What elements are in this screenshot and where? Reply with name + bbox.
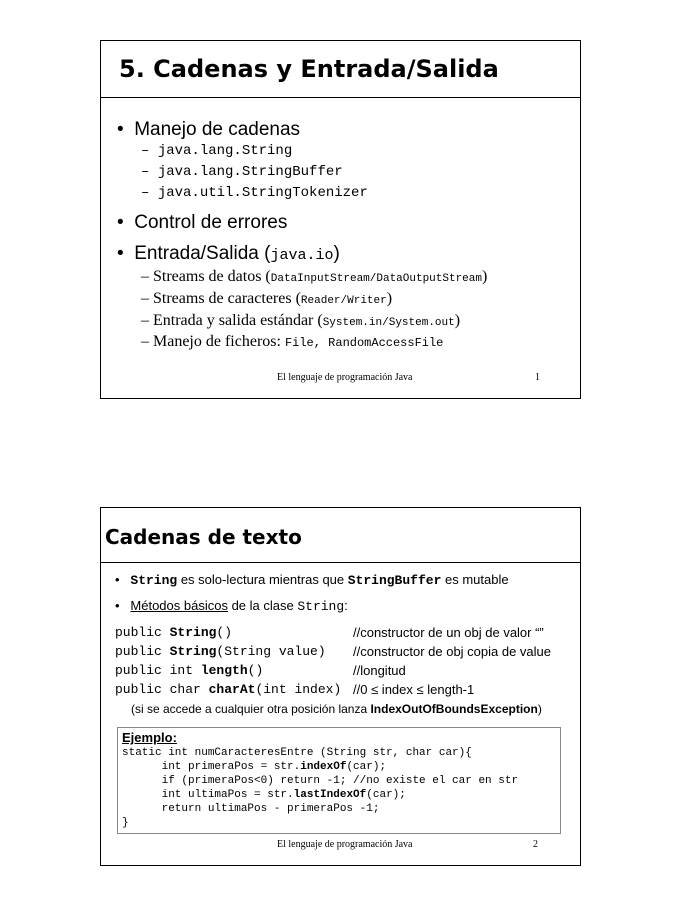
slide-1-page-number: 1 <box>535 372 540 383</box>
bullet-metodos-basicos: • Métodos básicos de la clase String: <box>115 598 348 614</box>
io-sub-streams-caracteres: – Streams de caracteres (Reader/Writer) <box>141 290 393 307</box>
method-row-constructor-copy: public String(String value) //constructor de obj copia de value <box>115 644 552 659</box>
slide-1-title: 5. Cadenas y Entrada/Salida <box>119 55 499 83</box>
bullet-control-errores: • Control de errores <box>117 212 288 233</box>
method-row-length: public int length() //longitud <box>115 663 406 678</box>
bullet-glyph: • <box>117 119 124 140</box>
code-line: return ultimaPos - primeraPos -1; <box>122 803 380 815</box>
io-sub-entrada-salida-estandar: – Entrada y salida estándar (System.in/System.out) <box>141 312 461 329</box>
sub-item-string: – java.lang.String <box>141 143 293 159</box>
slide-2 <box>100 507 581 866</box>
exception-note: (si se accede a cualquier otra posición lanza IndexOutOfBoundsException) <box>131 702 542 716</box>
slide-2-title: Cadenas de texto <box>105 525 302 549</box>
bullet-manejo-cadenas <box>117 119 300 141</box>
slide-2-page-number: 2 <box>533 839 538 850</box>
sub-item-stringbuffer: – java.lang.StringBuffer <box>141 164 343 180</box>
code-line: } <box>122 817 129 829</box>
io-sub-manejo-ficheros: – Manejo de ficheros: File, RandomAccessFile <box>141 333 444 350</box>
example-heading: Ejemplo: <box>122 730 177 745</box>
code-line: if (primeraPos<0) return -1; //no existe el car en str <box>122 775 519 787</box>
slide-1-footer: El lenguaje de programación Java <box>277 372 413 383</box>
slide-2-footer: El lenguaje de programación Java <box>277 839 413 850</box>
method-row-constructor-empty: public String() //constructor de un obj de valor “” <box>115 625 544 640</box>
slide-2-title-bar <box>101 508 580 563</box>
bullet-string-readonly: • String es solo-lectura mientras que StringBuffer es mutable <box>115 572 509 588</box>
bullet-text: Manejo de cadenas <box>134 119 301 140</box>
code-line: int primeraPos = str.indexOf(car); <box>122 761 387 773</box>
bullet-entrada-salida: • Entrada/Salida (java.io) <box>117 243 340 264</box>
io-sub-streams-datos: – Streams de datos (DataInputStream/DataOutputStream) <box>141 268 488 285</box>
code-line: static int numCaracteresEntre (String str, char car){ <box>122 747 472 759</box>
slide-1 <box>100 40 581 399</box>
code-line: int ultimaPos = str.lastIndexOf(car); <box>122 789 406 801</box>
slide-1-title-bar <box>101 41 580 98</box>
method-row-charat: public char charAt(int index) //0 ≤ index ≤ length-1 <box>115 682 475 697</box>
sub-item-stringtokenizer: – java.util.StringTokenizer <box>141 185 368 201</box>
example-box <box>117 727 561 834</box>
